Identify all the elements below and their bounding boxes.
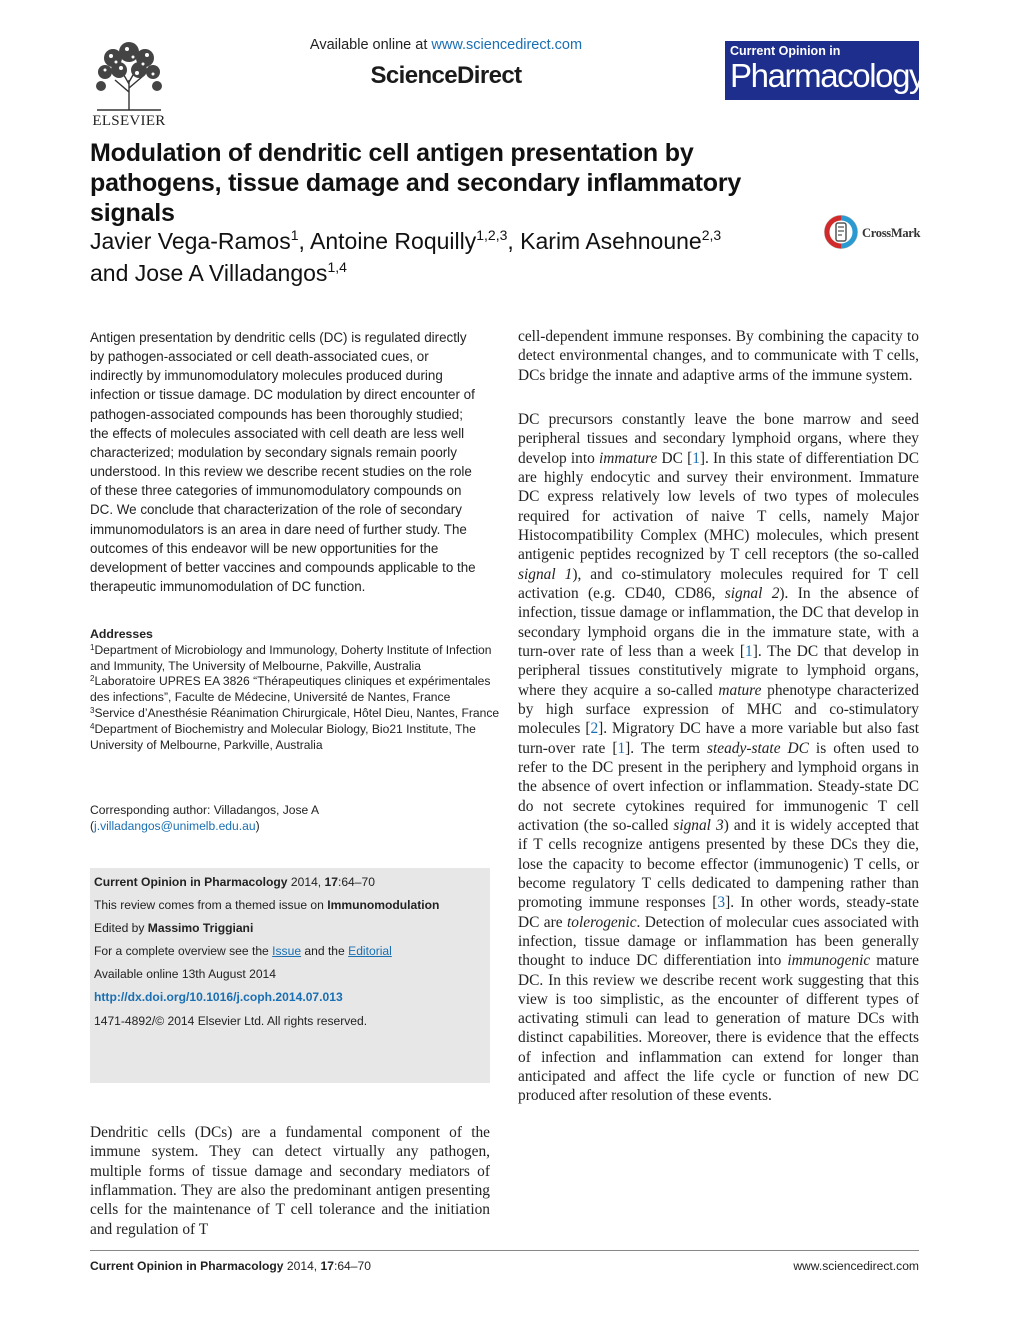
address-number: 3 (90, 705, 95, 715)
footer-journal: Current Opinion in Pharmacology (90, 1259, 284, 1273)
footer-citation (90, 1259, 371, 1273)
intro-paragraph: Dendritic cells (DCs) are a fundamental component of the immune system. They can detect virtually any pathogen, multiple forms of tissue damage and secondary mediators of inflammation. They are also the predominant antigen presenting cells for the maintenance of T cell tolerance and the initiation and regulation of T (90, 1124, 490, 1238)
email-link[interactable]: j.villadangos@unimelb.edu.au (94, 819, 256, 833)
info-citation (94, 875, 375, 889)
body-paragraph-1: cell-dependent immune responses. By combining the capacity to detect environmental changes, and to communicate with T cells, DCs bridge the innate and adaptive arms of the immune system. (518, 328, 919, 384)
address-text: Department of Biochemistry and Molecular Biology, Bio21 Institute, The University of Melbourne, Parkville, Australia (90, 721, 476, 752)
info-journal: Current Opinion in Pharmacology (94, 875, 288, 889)
address-text: Department of Microbiology and Immunology, Doherty Institute of Infection and Immunity, The University of Melbourne, Pakville, Australia (90, 642, 492, 673)
body-text-segment: ). In the absence of infection, tissue damage or inflammation, the DC that develop in secondary lymphoid organs die in the immature state, with a turn-over rate of less than a week [ (518, 584, 919, 660)
journal-logo-bottom: Pharmacology (730, 57, 925, 94)
footer-divider (90, 1250, 919, 1251)
crossmark-badge[interactable] (823, 214, 923, 252)
body-text-segment: ]. The term (625, 739, 708, 757)
doi-link[interactable]: http://dx.doi.org/10.1016/j.coph.2014.07.013 (94, 990, 343, 1004)
footer-url[interactable]: www.sciencedirect.com (793, 1259, 919, 1273)
info-editor-name: Massimo Triggiani (147, 921, 254, 935)
email-open-paren: ( (90, 819, 95, 833)
article-title: Modulation of dendritic cell antigen presentation by pathogens, tissue damage and secondary inflammatory signals (90, 139, 742, 227)
crossmark-label: CrossMark (862, 226, 921, 240)
addresses (90, 627, 500, 753)
body-paragraph-2 (518, 410, 919, 1106)
body-text-segment: DC precursors constantly leave the bone marrow and seed peripheral tissues and secondary lymphoid organs, where they develop into (518, 410, 919, 467)
abstract (90, 328, 482, 596)
journal-logo-top: Current Opinion in (730, 44, 841, 58)
italic-term: tolerogenic (567, 913, 637, 931)
reference-link[interactable]: 1 (617, 739, 626, 757)
sciencedirect-link[interactable]: www.sciencedirect.com (431, 37, 583, 53)
corresponding-label: Corresponding author: Villadangos, Jose A (90, 803, 320, 817)
platform-brand: ScienceDirect (370, 62, 522, 89)
italic-term: mature (718, 681, 762, 699)
info-overview-and: and the (301, 944, 349, 958)
address-number: 4 (90, 721, 95, 731)
author-affiliation: 1 (290, 227, 299, 243)
author-separator: , (507, 228, 521, 254)
body-text-segment: phenotype characterized by high surface expression of MHC and co-stimulatory molecules [ (518, 681, 919, 738)
addresses-heading: Addresses (90, 627, 153, 641)
italic-term: signal 2 (724, 584, 780, 602)
publisher-name: ELSEVIER (92, 113, 166, 129)
author-list (90, 225, 810, 289)
body-text-segment: ), and co-stimulatory molecules required for T cell activation (e.g. CD40, CD86, (518, 565, 919, 602)
issue-link[interactable]: Issue (272, 944, 302, 958)
author-affiliation: 1,4 (327, 259, 347, 275)
info-theme (94, 898, 439, 912)
italic-term: immunogenic (787, 952, 871, 970)
footer-year: 2014, (283, 1259, 321, 1273)
abstract-text: Antigen presentation by dendritic cells (DC) is regulated directly by pathogen-associated or cell death-associated cues, or indirectly by immunomodulatory molecules produced during infection or tissue damage. DC modulation by direct encounter of pathogen-associated compounds has been thoroughly studied; the effects of molecules associated with cell death are less well characterized; modulation by secondary signals remain poorly understood. In this review we describe recent studies on the role of these three categories of immunomodulatory compounds on DC. We conclude that characterization of the role of secondary immunomodulators is an area in dare need of further study. The outcomes of this endeavor will be new opportunities for the development of better vaccines and compounds applicable to the therapeutic immunomodulation of DC function. (90, 330, 476, 595)
intro-left-column (90, 1123, 490, 1239)
footer-volume: 17 (320, 1259, 334, 1273)
info-overview-prefix: For a complete overview see the (94, 944, 273, 958)
info-theme-name: Immunomodulation (327, 898, 440, 912)
info-editor-prefix: Edited by (94, 921, 148, 935)
address-item (90, 706, 500, 722)
body-text-segment: mature DC. In this review we describe recent work suggesting that this view is too simplistic, as the encounter of different types of activating stimuli can lead to generation of mature DCs with distinct capabilities. Moreover, there is evidence that the effects of infection and inflammation can extend for longer than anticipated and affect the life cycle or function of new DC produced after resolution of these events. (518, 952, 919, 1105)
author-name: Karim Asehnoune (520, 228, 702, 254)
info-doi (94, 990, 343, 1004)
body-right-column (518, 327, 919, 1106)
address-number: 2 (90, 674, 95, 684)
body-text-segment: ]. The DC that develop in peripheral tissues constitutively migrate to lymphoid organs, where they acquire a so-called (518, 642, 920, 699)
author-affiliation: 2,3 (701, 227, 722, 243)
corresponding-author (90, 802, 490, 834)
body-text-segment: ]. In this state of differentiation DC are highly endocytic and survey their environment. Immature DC express relatively low levels of two types of molecules required for activation of naive T cells, namely Major Histocompatibility Complex (MHC) molecules, which present antigenic peptides recognized by T cell receptors (the so-called (518, 449, 919, 564)
body-text-segment: ) and it is widely accepted that if T cells recognize antigens presented by these DCs they die, lose the capacity to become effector (immunogenic) T cells, or become regulatory T cells dedicated to dampening rather than promoting immune responses [ (518, 816, 919, 912)
body-text-segment: . Detection of molecular cues associated with infection, tissue damage or inflammation has been generally thought to induce DC differentiation into (518, 913, 919, 970)
info-theme-prefix: This review comes from a themed issue on (94, 898, 328, 912)
info-volume: 17 (324, 875, 338, 889)
info-pages: :64–70 (337, 875, 375, 889)
address-item (90, 674, 500, 706)
email-close-paren: ) (255, 819, 260, 833)
italic-term: signal 1 (518, 565, 573, 583)
info-available-date: Available online 13th August 2014 (94, 967, 277, 981)
address-item (90, 643, 500, 675)
reference-link[interactable]: 2 (590, 720, 599, 738)
address-text: Service d’Anesthésie Réanimation Chirurgicale, Hôtel Dieu, Nantes, France (94, 705, 500, 720)
info-year: 2014, (287, 875, 325, 889)
crossmark-icon (823, 214, 859, 252)
address-text: Laboratoire UPRES EA 3826 “Thérapeutiques cliniques et expérimentales des infections”, Faculte de Médecine, Université de Nantes, France (90, 674, 491, 705)
author-affiliation: 1,2,3 (476, 227, 508, 243)
available-online-prefix: Available online at (309, 37, 432, 53)
reference-link[interactable]: 1 (692, 449, 700, 467)
reference-link[interactable]: 3 (717, 894, 726, 912)
article-info-box (90, 868, 490, 1083)
info-overview (94, 944, 392, 958)
body-text-segment: DC [ (657, 449, 693, 467)
address-number: 1 (90, 642, 95, 652)
reference-link[interactable]: 1 (745, 642, 753, 660)
author-name: and Jose A Villadangos (90, 260, 328, 286)
footer-pages: :64–70 (333, 1259, 371, 1273)
italic-term: steady-state DC (707, 739, 809, 757)
info-copyright: 1471-4892/© 2014 Elsevier Ltd. All rights reserved. (94, 1014, 368, 1028)
author-name: Javier Vega-Ramos (90, 228, 291, 254)
italic-term: signal 3 (673, 816, 724, 834)
info-editor (94, 921, 253, 935)
editorial-link[interactable]: Editorial (348, 944, 392, 958)
address-item (90, 722, 500, 754)
journal-logo (725, 41, 925, 100)
author-separator: , (298, 228, 311, 254)
author-name: Antoine Roquilly (310, 228, 477, 254)
body-text-segment: is often used to refer to the DC present in the periphery and lymphoid organs in the absence of overt infection or inflammation. Steady-state DC do not secrete cytokines required for immunogenic T cell activation (the so-called (518, 739, 920, 834)
italic-term: immature (598, 449, 658, 467)
body-text-segment: ]. Migratory DC have a more variable but also fast turn-over rate [ (518, 720, 919, 757)
body-text-segment: ]. In other words, steady-state DC are (518, 894, 920, 931)
